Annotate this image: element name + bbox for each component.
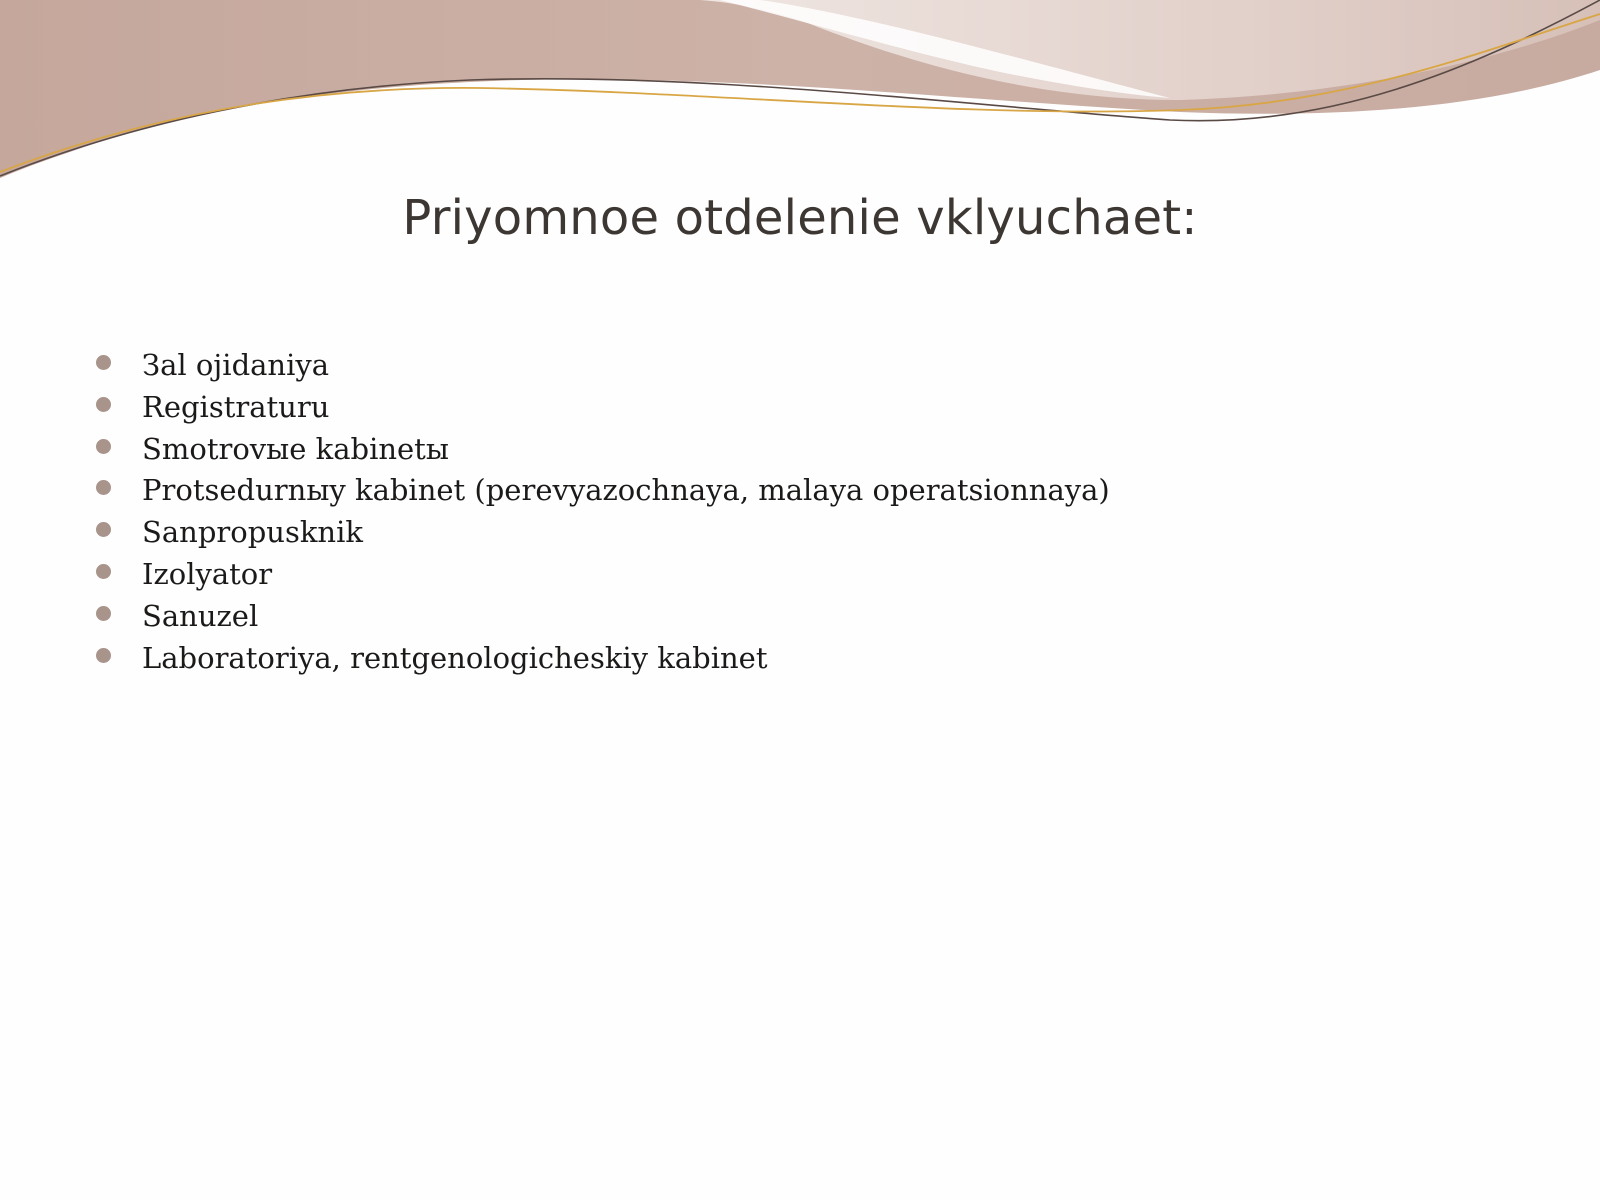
list-item-label: Зal ojidaniya [142,348,330,382]
bullet-list [96,345,1110,679]
list-item [96,345,1110,387]
list-item [96,429,1110,471]
bullet-dot-icon [96,564,111,579]
list-item-label: Smotrovыe kabinetы [142,431,449,466]
list-item [96,470,1110,512]
bullet-dot-icon [96,480,111,495]
bullet-dot-icon [96,397,111,412]
list-item [96,387,1110,429]
bullet-dot-icon [96,355,111,370]
list-item [96,638,1110,680]
bullet-dot-icon [96,522,111,537]
bullet-dot-icon [96,648,111,663]
list-item-label: Izolyator [142,556,273,591]
slide-title: Priyomnoe otdelenie vklyuchaet: [402,190,1198,246]
list-item-label: Laboratoriya, rentgenologicheskiy kabinet [142,640,768,675]
bullet-dot-icon [96,606,111,621]
list-item [96,512,1110,554]
decorative-wave-header [0,0,1600,220]
list-item-label: Sanpropusknik [142,515,363,550]
list-item [96,596,1110,638]
list-item-label: Sanuzel [142,598,259,633]
list-item-label: Protsedurnыy kabinet (perevyazochnaya, malaya operatsionnaya) [142,473,1110,508]
bullet-dot-icon [96,439,111,454]
list-item [96,554,1110,596]
list-item-label: Registraturu [142,389,330,424]
